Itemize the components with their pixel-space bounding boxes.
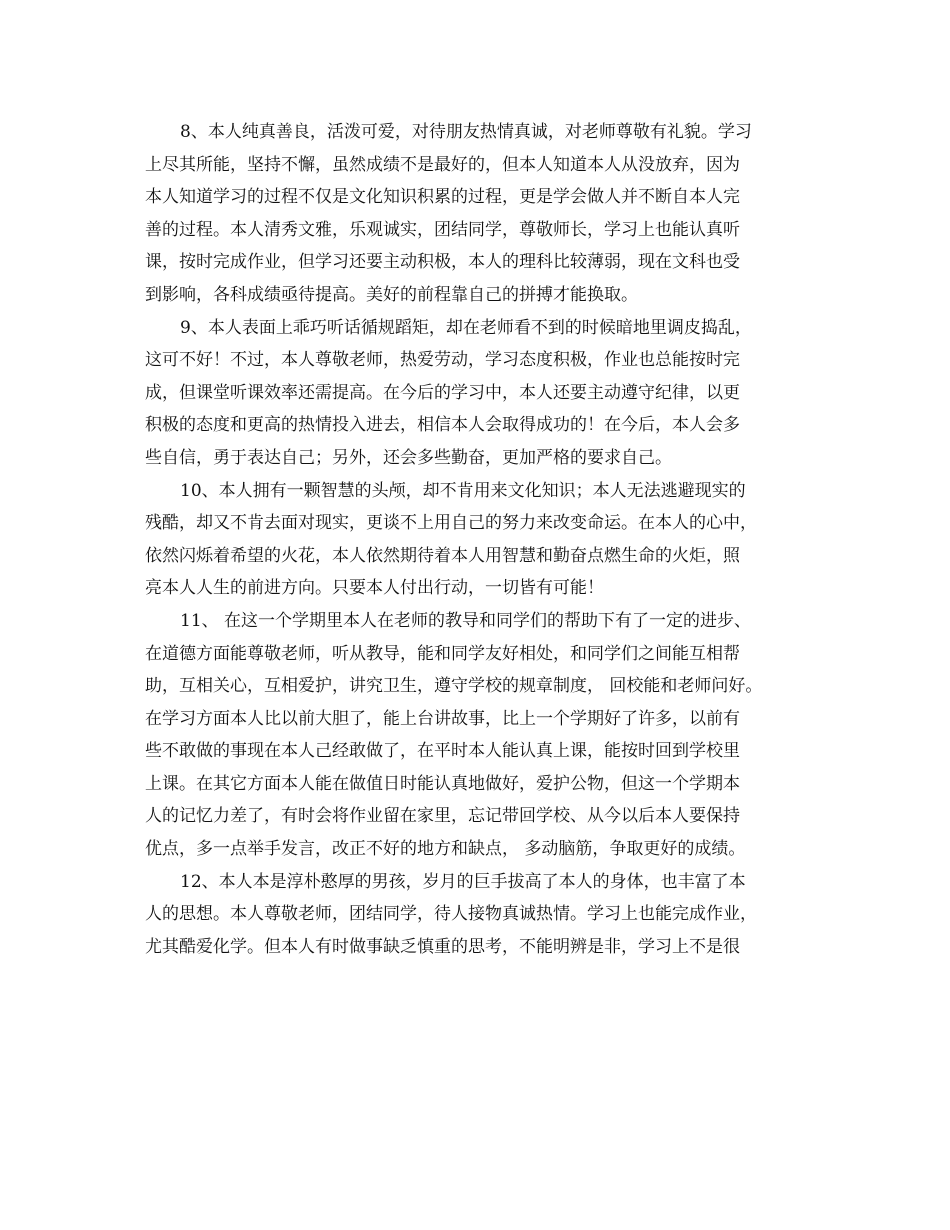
text-line: 9、本人表面上乖巧听话循规蹈矩，却在老师看不到的时候暗地里调皮捣乱，	[180, 317, 752, 338]
text-line: 本人知道学习的过程不仅是文化知识积累的过程，更是学会做人并不断自本人完	[145, 187, 740, 208]
text-line: 尤其酷爱化学。但本人有时做事缺乏慎重的思考，不能明辨是非，学习上不是很	[145, 936, 740, 957]
text-line: 这可不好！不过，本人尊敬老师，热爱劳动，学习态度积极，作业也总能按时完	[145, 350, 740, 371]
paragraph-9	[145, 312, 825, 475]
text-line: 上尽其所能，坚持不懈，虽然成绩不是最好的，但本人知道本人从没放弃，因为	[145, 154, 740, 175]
text-line: 在道德方面能尊敬老师，听从教导，能和同学友好相处，和同学们之间能互相帮	[145, 643, 740, 664]
paragraph-12	[145, 866, 825, 964]
text-line: 些自信，勇于表达自己；另外，还会多些勤奋，更加严格的要求自己。	[145, 447, 672, 468]
text-line: 11、 在这一个学期里本人在老师的教导和同学们的帮助下有了一定的进步、	[180, 610, 752, 631]
text-line: 8、本人纯真善良，活泼可爱，对待朋友热情真诚，对老师尊敬有礼貌。学习	[180, 122, 752, 142]
text-line: 上课。在其它方面本人能在做值日时能认真地做好，爱护公物，但这一个学期本	[145, 773, 740, 794]
paragraph-11	[145, 605, 825, 866]
text-line: 到影响，各科成绩亟待提高。美好的前程靠自己的拼搏才能换取。	[145, 284, 638, 305]
text-line: 善的过程。本人清秀文雅，乐观诚实，团结同学，尊敬师长，学习上也能认真听	[145, 219, 740, 240]
text-line: 人的思想。本人尊敬老师，团结同学，待人接物真诚热情。学习上也能完成作业，	[145, 904, 757, 925]
paragraph-8	[145, 116, 825, 312]
document-body	[145, 116, 825, 963]
text-line: 人的记忆力差了，有时会将作业留在家里，忘记带回学校、从今以后本人要保持	[145, 806, 740, 827]
text-line: 些不敢做的事现在本人己经敢做了，在平时本人能认真上课，能按时回到学校里	[145, 741, 740, 762]
text-line: 课，按时完成作业，但学习还要主动积极，本人的理科比较薄弱，现在文科也受	[145, 252, 740, 273]
text-line: 积极的态度和更高的热情投入进去，相信本人会取得成功的！在今后，本人会多	[145, 415, 740, 436]
paragraph-10	[145, 475, 825, 605]
text-line: 在学习方面本人比以前大胆了，能上台讲故事，比上一个学期好了许多，以前有	[145, 708, 740, 729]
text-line: 助，互相关心，互相爱护，讲究卫生，遵守学校的规章制度， 回校能和老师问好。	[145, 676, 763, 697]
text-line: 成，但课堂听课效率还需提高。在今后的学习中，本人还要主动遵守纪律，以更	[145, 382, 740, 403]
text-line: 优点，多一点举手发言，改正不好的地方和缺点， 多动脑筋，争取更好的成绩。	[145, 839, 746, 860]
text-line: 10、本人拥有一颗智慧的头颅，却不肯用来文化知识；本人无法逃避现实的	[180, 480, 746, 501]
text-line: 依然闪烁着希望的火花，本人依然期待着本人用智慧和勤奋点燃生命的火炬，照	[145, 545, 740, 566]
text-line: 亮本人人生的前进方向。只要本人付出行动，一切皆有可能！	[145, 578, 604, 599]
text-line: 残酷，却又不肯去面对现实，更谈不上用自己的努力来改变命运。在本人的心中，	[145, 513, 757, 534]
text-line: 12、本人本是淳朴憨厚的男孩，岁月的巨手拔高了本人的身体，也丰富了本	[180, 871, 746, 892]
